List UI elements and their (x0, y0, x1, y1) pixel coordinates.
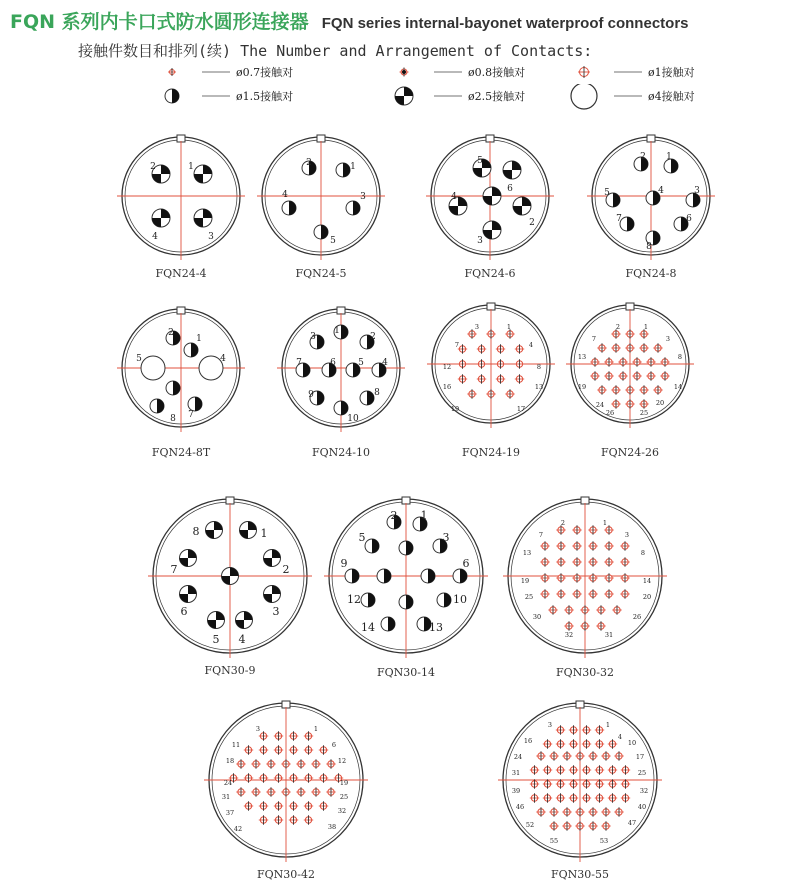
connector-diagram (321, 491, 491, 665)
connector-face-icon (254, 129, 388, 263)
pin-label: 8 (170, 414, 176, 424)
pin-label: 24 (223, 779, 233, 787)
pin-label: 3 (442, 531, 450, 544)
legend-label: ø0.7接触对 (236, 66, 294, 79)
pin-label: 24 (513, 753, 523, 761)
pin-label: 4 (238, 633, 246, 646)
pin-label: 7 (454, 341, 460, 349)
pin-label: 1 (605, 721, 611, 729)
pin-label: 1 (643, 323, 649, 331)
connector-diagram (500, 491, 670, 665)
connector-diagram (495, 695, 665, 869)
pin-label: 1 (420, 509, 428, 522)
pin-label: 9 (308, 390, 314, 400)
pin-label: 9 (340, 557, 348, 570)
pin-label: 3 (477, 236, 483, 246)
connector-caption: FQN24-8T (151, 446, 211, 459)
pin-label: 4 (528, 341, 534, 349)
connector-diagram (563, 297, 697, 435)
connector-face-icon (563, 297, 697, 431)
pin-label: 14 (673, 383, 683, 391)
pin-label: 7 (188, 410, 194, 420)
pin-label: 19 (339, 779, 349, 787)
pin-label: 6 (462, 557, 470, 570)
connector-diagram (254, 129, 388, 267)
pin-label: 3 (272, 605, 280, 618)
pin-label: 6 (330, 358, 336, 368)
connector-face-icon (495, 695, 665, 865)
pin-label: 1 (666, 152, 672, 162)
pin-label: 2 (560, 519, 566, 527)
pin-label: 5 (212, 633, 220, 646)
connector-diagram (584, 129, 718, 267)
pin-label: 4 (617, 733, 623, 741)
pin-label: 8 (646, 242, 652, 252)
legend-label: ø1接触对 (648, 66, 695, 79)
connector-face-icon (584, 129, 718, 263)
pin-label: 6 (331, 741, 337, 749)
pin-label: 13 (429, 621, 443, 634)
pin-label: 4 (382, 358, 388, 368)
connector-caption: FQN24-5 (295, 267, 347, 280)
pin-label: 2 (150, 162, 156, 172)
pin-label: 31 (511, 769, 521, 777)
subtitle: 接触件数目和排列(续) The Number and Arrangement of Contacts: (78, 42, 593, 60)
pin-label: 6 (507, 184, 513, 194)
pin-label: 2 (390, 509, 398, 522)
connector-caption: FQN24-8 (625, 267, 677, 280)
pin-label: 4 (220, 354, 226, 364)
pin-label: 30 (532, 613, 542, 621)
pin-label: 4 (282, 190, 288, 200)
connector-face-icon (321, 491, 491, 661)
connector-face-icon (500, 491, 670, 661)
pin-label: 5 (477, 156, 483, 166)
pin-label: 3 (694, 186, 700, 196)
pin-label: 7 (538, 531, 544, 539)
pin-label: 3 (474, 323, 480, 331)
pin-label: 13 (577, 353, 587, 361)
pin-label: 8 (677, 353, 683, 361)
pin-label: 8 (192, 525, 200, 538)
pin-label: 14 (642, 577, 652, 585)
pin-label: 12 (337, 757, 347, 765)
pin-label: 1 (506, 323, 512, 331)
connector-diagram (201, 695, 371, 869)
pin-label: 24 (595, 401, 605, 409)
connector-caption: FQN24-10 (312, 446, 370, 459)
title-zh: FQN 系列内卡口式防水圆形连接器 (10, 11, 309, 33)
pin-label: 13 (522, 549, 532, 557)
connector-caption: FQN24-26 (601, 446, 659, 459)
pin-label: 8 (536, 363, 542, 371)
pin-label: 19 (577, 383, 587, 391)
pin-label: 2 (370, 332, 376, 342)
pin-label: 1 (350, 162, 356, 172)
pin-label: 32 (639, 787, 649, 795)
connector-face-icon (423, 129, 557, 263)
connector-caption: FQN24-4 (155, 267, 207, 280)
header (10, 7, 689, 34)
pin-label: 5 (604, 188, 610, 198)
pin-label: 1 (196, 334, 202, 344)
pin-label: 26 (605, 409, 615, 417)
legend-label: ø4接触对 (648, 90, 695, 103)
pin-label: 46 (515, 803, 525, 811)
pin-label: 7 (170, 563, 178, 576)
connector-caption: FQN24-6 (464, 267, 516, 280)
pin-label: 3 (547, 721, 553, 729)
pin-label: 53 (599, 837, 609, 845)
pin-label: 16 (523, 737, 533, 745)
connector-face-icon (145, 491, 315, 661)
pin-label: 10 (627, 739, 637, 747)
connector-face-icon (201, 695, 371, 865)
pin-label: 1 (602, 519, 608, 527)
pin-label: 4 (658, 186, 664, 196)
pin-label: 40 (637, 803, 647, 811)
connector-diagram (274, 301, 408, 439)
pin-label: 17 (516, 405, 526, 413)
pin-label: 17 (635, 753, 645, 761)
pin-label: 2 (529, 218, 535, 228)
title-en: FQN series internal-bayonet waterproof connectors (321, 15, 689, 32)
pin-label: 5 (358, 358, 364, 368)
pin-label: 52 (525, 821, 535, 829)
pin-label: 12 (442, 363, 452, 371)
pin-label: 42 (233, 825, 243, 833)
pin-label: 20 (642, 593, 652, 601)
pin-label: 3 (310, 332, 316, 342)
pin-label: 37 (225, 809, 235, 817)
connector-caption: FQN24-19 (462, 446, 520, 459)
pin-label: 5 (136, 354, 142, 364)
pin-label: 11 (231, 741, 241, 749)
pin-label: 3 (624, 531, 630, 539)
pin-label: 5 (358, 531, 366, 544)
pin-label: 25 (339, 793, 349, 801)
pin-label: 7 (616, 214, 622, 224)
pin-label: 7 (591, 335, 597, 343)
pin-label: 1 (313, 725, 319, 733)
connector-caption: FQN30-42 (257, 868, 315, 881)
pin-label: 10 (453, 593, 467, 606)
pin-label: 1 (260, 527, 268, 540)
connector-caption: FQN30-32 (556, 666, 614, 679)
connector-face-icon (114, 301, 248, 435)
pin-label: 2 (282, 563, 290, 576)
connector-diagram (114, 301, 248, 439)
legend-label: ø0.8接触对 (468, 66, 526, 79)
legend-label: ø2.5接触对 (468, 90, 526, 103)
pin-label: 3 (255, 725, 261, 733)
pin-label: 1 (334, 326, 340, 336)
pin-label: 18 (225, 757, 235, 765)
pin-label: 31 (604, 631, 614, 639)
pin-label: 3 (208, 232, 214, 242)
pin-label: 13 (534, 383, 544, 391)
connector-caption: FQN30-9 (204, 664, 256, 677)
pin-label: 26 (632, 613, 642, 621)
pin-label: 55 (549, 837, 559, 845)
pin-label: 2 (168, 328, 174, 338)
connector-face-icon (424, 297, 558, 431)
pin-label: 4 (451, 192, 457, 202)
pin-label: 1 (188, 162, 194, 172)
pin-label: 25 (524, 593, 534, 601)
pin-label: 19 (450, 405, 460, 413)
connector-caption: FQN30-55 (551, 868, 609, 881)
pin-label: 2 (640, 152, 646, 162)
pin-label: 47 (627, 819, 637, 827)
connector-caption: FQN30-14 (377, 666, 435, 679)
pin-label: 14 (361, 621, 375, 634)
pin-label: 6 (180, 605, 188, 618)
pin-label: 10 (347, 414, 359, 424)
pin-label: 25 (639, 409, 649, 417)
connector-diagram (145, 491, 315, 665)
pin-label: 19 (520, 577, 530, 585)
pin-label: 16 (442, 383, 452, 391)
pin-label: 25 (637, 769, 647, 777)
pin-label: 3 (665, 335, 671, 343)
pin-label: 6 (686, 214, 692, 224)
pin-label: 38 (327, 823, 337, 831)
pin-label: 20 (655, 399, 665, 407)
pin-label: 4 (152, 232, 158, 242)
pin-label: 5 (330, 236, 336, 246)
legend-label: ø1.5接触对 (236, 90, 294, 103)
connector-diagram (114, 129, 248, 267)
pin-label: 39 (511, 787, 521, 795)
pin-label: 32 (564, 631, 574, 639)
pin-label: 8 (374, 388, 380, 398)
pin-label: 3 (360, 192, 366, 202)
pin-label: 12 (347, 593, 361, 606)
connector-diagram (423, 129, 557, 267)
pin-label: 2 (615, 323, 621, 331)
connector-face-icon (274, 301, 408, 435)
pin-label: 7 (296, 358, 302, 368)
pin-label: 8 (640, 549, 646, 557)
pin-label: 31 (221, 793, 231, 801)
connector-face-icon (114, 129, 248, 263)
connector-diagram (424, 297, 558, 435)
pin-label: 2 (306, 158, 312, 168)
pin-label: 32 (337, 807, 347, 815)
